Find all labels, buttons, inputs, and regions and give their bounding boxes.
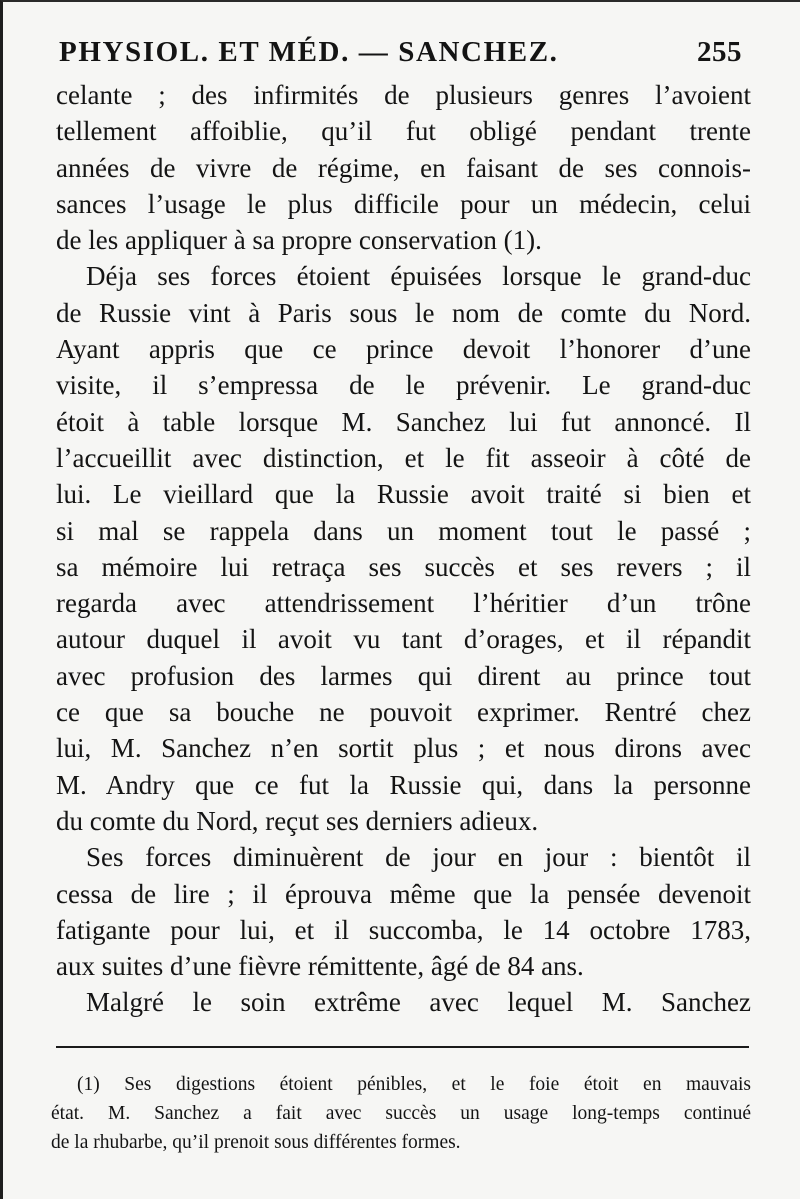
text-line: visite, il s’empressa de le prévenir. Le grand-duc [56,370,751,401]
footnote [51,1070,751,1157]
text-line: de les appliquer à sa propre conservation (1). [56,225,542,256]
text-line: étoit à table lorsque M. Sanchez lui fut annoncé. Il [56,406,751,437]
footnote-line: état. M. Sanchez a fait avec succès un usage long-temps continué [51,1103,751,1124]
text-line: avec profusion des larmes qui dirent au prince tout [56,660,751,691]
text-line: celante ; des infirmités de plusieurs genres l’avoient [56,80,751,110]
text-line: regarda avec attendrissement l’héritier d’un trône [56,588,751,619]
text-line: M. Andry que ce fut la Russie qui, dans la personne [56,769,751,800]
footnote-line: (1) Ses digestions étoient pénibles, et le foie étoit en mauvais [77,1074,751,1095]
text-line: cessa de lire ; il éprouva même que la pensée devenoit [56,878,751,909]
text-line: Déja ses forces étoient épuisées lorsque le grand-duc [86,261,751,292]
paragraph-1 [56,77,751,258]
text-line: Malgré le soin extrême avec lequel M. Sanchez [86,987,751,1018]
paragraph-2 [56,258,751,839]
text-line: autour duquel il avoit vu tant d’orages, et il répandit [56,624,751,655]
page-number: 255 [697,36,742,68]
text-line: si mal se rappela dans un moment tout le passé ; [56,515,751,546]
text-line: années de vivre de régime, en faisant de ses connois- [56,152,751,183]
running-header [59,36,742,76]
text-line: fatigante pour lui, et il succomba, le 14 octobre 1783, [56,914,751,945]
text-line: ce que sa bouche ne pouvoit exprimer. Rentré chez [56,697,751,728]
paragraph-3 [56,839,751,984]
text-line: Ayant appris que ce prince devoit l’honorer d’une [56,334,751,365]
text-line: lui. Le vieillard que la Russie avoit traité si bien et [56,479,751,510]
footnote-rule [56,1046,749,1048]
text-line: sa mémoire lui retraça ses succès et ses revers ; il [56,551,751,582]
running-title: PHYSIOL. ET MÉD. — SANCHEZ. [59,36,559,68]
text-line: l’accueillit avec distinction, et le fit asseoir à côté de [56,442,751,473]
text-line: du comte du Nord, reçut ses derniers adieux. [56,805,539,836]
text-line: lui, M. Sanchez n’en sortit plus ; et nous dirons avec [56,733,751,764]
text-line: aux suites d’une fièvre rémittente, âgé de 84 ans. [56,951,584,982]
text-line: Ses forces diminuèrent de jour en jour : bientôt il [86,842,751,873]
paragraph-4 [56,984,751,1020]
text-line: de Russie vint à Paris sous le nom de comte du Nord. [56,297,751,328]
page-body [56,77,751,1021]
text-line: tellement affoiblie, qu’il fut obligé pendant trente [56,116,751,147]
footnote-line: de la rhubarbe, qu’il prenoit sous différentes formes. [51,1132,461,1153]
text-line: sances l’usage le plus difficile pour un médecin, celui [56,188,751,219]
